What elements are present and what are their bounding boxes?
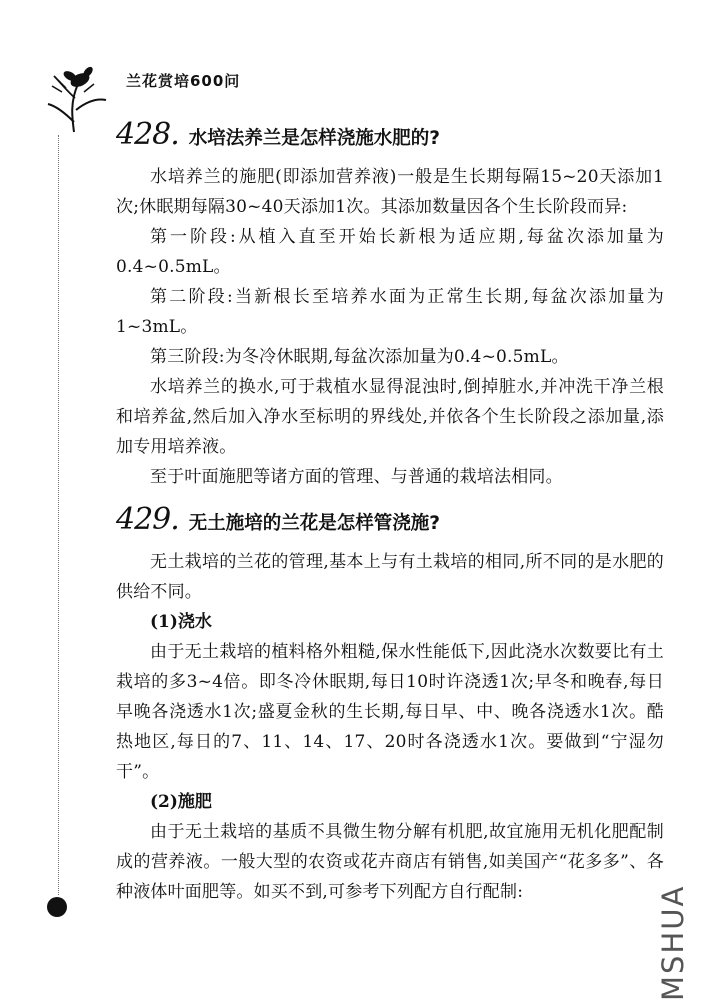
paragraph: 第三阶段:为冬冷休眠期,每盆次添加量为0.4~0.5mL。 xyxy=(150,347,569,367)
question-title: 水培法养兰是怎样浇施水肥的? xyxy=(188,128,441,149)
page-content xyxy=(116,117,664,907)
question-title: 无土施培的兰花是怎样管浇施? xyxy=(188,513,441,534)
watermark: MSHUA xyxy=(656,884,690,1001)
orchid-illustration-icon xyxy=(44,62,108,136)
running-head: 兰花赏培600问 xyxy=(126,72,241,90)
paragraph: 由于无土栽培的基质不具微生物分解有机肥,故宜施用无机化肥配制成的营养液。一般大型的农资或花卉商店有销售,如美国产“花多多”、各种液体叶面肥等。如买不到,可参考下列配方自行配制: xyxy=(116,822,664,902)
paragraph: 无土栽培的兰花的管理,基本上与有土栽培的相同,所不同的是水肥的供给不同。 xyxy=(116,552,664,602)
paragraph: 由于无土栽培的植料格外粗糙,保水性能低下,因此浇水次数要比有土栽培的多3~4倍。即冬冷休眠期,每日10时许浇透1次;早冬和晚春,每日早晚各浇透水1次;盛夏金秋的生长期,每日早、中、晚各浇透水1次。酷热地区,每日的7、11、14、17、20时各浇透水1次。要做到“宁湿勿干”。 xyxy=(116,642,664,782)
subheading-watering: (1)浇水 xyxy=(150,612,212,632)
paragraph: 第二阶段:当新根长至培养水面为正常生长期,每盆次添加量为1~3mL。 xyxy=(116,287,664,337)
subheading-fertilizing: (2)施肥 xyxy=(150,792,212,812)
question-number: 428. xyxy=(116,117,179,152)
paragraph: 第一阶段:从植入直至开始长新根为适应期,每盆次添加量为0.4~0.5mL。 xyxy=(116,227,664,277)
question-429-heading xyxy=(116,502,664,537)
paragraph: 水培养兰的施肥(即添加营养液)一般是生长期每隔15~20天添加1次;休眠期每隔30~40天添加1次。其添加数量因各个生长阶段而异: xyxy=(116,167,664,217)
margin-dot xyxy=(47,897,67,917)
question-428-heading xyxy=(116,117,664,152)
paragraph: 水培养兰的换水,可于栽植水显得混浊时,倒掉脏水,并冲洗干净兰根和培养盆,然后加入净水至标明的界线处,并依各个生长阶段之添加量,添加专用培养液。 xyxy=(116,377,664,457)
margin-dotted-line xyxy=(58,135,59,895)
question-number: 429. xyxy=(116,502,179,537)
paragraph: 至于叶面施肥等诸方面的管理、与普通的栽培法相同。 xyxy=(150,467,563,487)
